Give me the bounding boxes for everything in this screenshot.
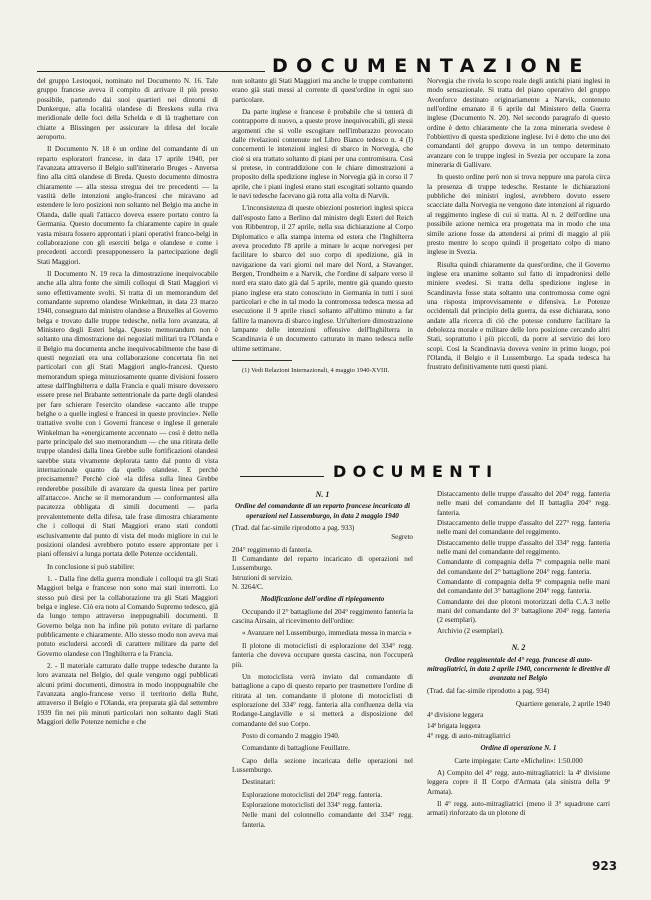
unit: 4° regg. di auto-mitragliatrici xyxy=(427,731,511,740)
recipient: Comandante di compagnia della 9ª compagnia nelle mani del comandante del 3° battaglione 204° regg. fanteria. xyxy=(437,578,610,596)
regiment: 204° reggimento di fanteria. xyxy=(232,545,313,554)
paragraph: non soltanto gli Stati Maggiori ma anche le truppe combattenti erano già stati messi al corrente di quest'ordine in ogni suo particolare. xyxy=(232,77,413,104)
paragraph: Risulta quindi chiaramente da quest'ordine, che il Governo inglese era unanime soltanto sul fatto di impadronirsi delle miniere svedesi. Si tratta della spedizione inglese in Scandinavia fosse stata soltanto una contromossa come ogni una risposta improvvisamente e difensiva. Le Potenze occidentali dal principio della guerra, da esse dichiarata, sono andate alla ricerca di ciò che potesse condurre facilitare la debolezza morale e militare delle loro posizione cercando altri Stati, soprattutto i più piccoli, da porre al servizio dei loro scopi. Così la Scandinavia doveva venire in primo luogo, poi l'Olanda, il Belgio e il Lussemburgo. La spada tedesca ha frustrato definitivamente tutti questi piani. xyxy=(427,260,610,372)
instructions: Istruzioni di servizio. xyxy=(232,573,293,582)
document-number: N. 1 xyxy=(315,490,330,499)
page-number: 923 xyxy=(592,859,618,873)
command-post: Posto di comando 2 maggio 1940. xyxy=(242,731,340,740)
order-number: N. 3264/C. xyxy=(232,583,264,592)
paragraph: In conclusione si può stabilire: xyxy=(47,562,135,571)
modification-heading: Modificazione dell'ordine di ripiegamento xyxy=(260,595,385,604)
paragraph: In questo ordine però non si trova neppure una parola circa la presenza di truppe tedesche. Restante le dichiarazioni pubbliche dei ministri inglesi, avrebbero dovuto essere scacciate dalla Norvegia ne vengono date intenzioni al riguardo al reggimento inglese di cui si tratta. Al n. 2 dell'ordine una possibile azione nemica era progettata ma in modo che una simile azione fosse da attendersi ai primi di maggio al più presto mentre lo scopo quindi il progettato colpo di mano inglese in Svezia. xyxy=(427,173,610,257)
recipient: Distaccamento delle truppe d'assalto del 204° regg. fanteria nelle mani del comandante del II battaglia 204° regg. fanteria. xyxy=(437,490,610,517)
paragraph: 2. - Il materiale catturato dalle truppe tedesche durante la loro avanzata nel Belgio, del quale vengono oggi pubblicati alcuni primi documenti, dimostra in modo inoppugnabile che l'avanzata anglo-francese verso il territorio della Ruhr, attraverso il Belgio e l'Olanda, era preparata già dal settembre 1939 fin nei più minuti particolari non soltanto dagli Stati Maggiori delle Potenze nemiche e che xyxy=(37,661,218,727)
section-chief: Capo della sezione incaricata delle operazioni nel Lussemburgo. xyxy=(232,756,413,774)
paragraph: « Avanzare nel Lussemburgo, immediata messa in marcia » xyxy=(242,629,412,638)
recipient: Nelle mani del colonnello comandante del 334° regg. fanteria. xyxy=(242,811,413,829)
column-middle xyxy=(232,77,413,378)
secret-label: Segreto xyxy=(391,533,413,542)
document-title: Ordine reggimentale del 4° regg. francese di auto-mitragliatrici, in data 2 aprile 1940, concernente le direttive di avanzata nel Belgio xyxy=(427,655,610,683)
document-1 xyxy=(232,488,413,831)
recipient: Distaccamento delle truppe d'assalto del 334° regg. fanteria nelle mani del comandante del reggimento. xyxy=(437,538,610,557)
paragraph: L'inconsistenza di queste obiezioni posteriori inglesi spicca dall'esposto fatto a Berlino dal ministro degli Esteri del Reich von Ribbentrop, il 27 aprile, nella sua dichiarazione al Corpo Diplomatico e alla stampa interna ed estera che l'Inghilterra aveva proceduto l'8 aprile a minare le acque norvegesi per facilitare lo sbarco del suo corpo di spedizione, già in navigazione da vari giorni nel mare del Nord, a Stavanger, Bergen, Trondheim e a Narvik, che l'ordine di salpare verso il nord era stato dato già dal 5 aprile, mentre già quando questo piano inglese era stato conosciuto in Germania in tutti i suoi particolari e che in tal modo la contromossa tedesca messa ad esecuzione il 9 aprile riuscì soltanto all'ultimo minuto a far fallire la manovra di sbarco inglese. Un'ulteriore dimostrazione lampante delle intenzioni offensive dell'Inghilterra in Scandinavia è un documento catturato in mano tedesca nelle ultime settimane. xyxy=(232,204,413,353)
recipient: Archivio (2 esemplari). xyxy=(437,626,504,635)
paragraph: A) Compito del 4° regg. auto-mitragliatrici: la 4ª divisione leggera copre il II Corpo d'Armata (ala sinistra della 9ª Armata). xyxy=(427,768,610,796)
recipients-label: Destinatari: xyxy=(242,778,276,787)
document-title: Ordine del comandante di un reparto francese incaricato di operazioni nel Lussemburgo, in data 2 maggio 1940 xyxy=(235,502,410,520)
maps-used: Carte impiegate: Carte «Michelin»: 1:50.000 xyxy=(454,756,583,765)
column-left xyxy=(37,77,218,730)
paragraph: Il plotone di motociclisti di esplorazione del 334° regg. fanteria che doveva occupare questa cascina, non l'occuperà più. xyxy=(232,641,413,669)
recipient: Distaccamento delle truppe d'assalto del 227° regg. fanteria nelle mani del comandante del reggimento. xyxy=(437,519,610,537)
translation-note: (Trad. dal fac-simile riprodotto a pag. 934) xyxy=(427,686,550,695)
recipient: Comandante dei due plotoni motorizzati della C.A.3 nelle mani del comandante del 3° battaglione 204° regg. fanteria (2 esemplari). xyxy=(437,597,610,625)
operation-order-heading: Ordine di operazione N. 1 xyxy=(480,744,557,753)
paragraph: Un motociclista verrà inviato dal comandante di battaglione a capo di questo reparto per trasmettere l'ordine di ritirata al ten. comandante il plotone di motociclisti di esplorazione del 334° regg. fanteria alla confluenza della via Rodange-Langlaville e si metterà a disposizione del comandante del suo Corpo. xyxy=(232,672,413,728)
paragraph: Da parte inglese e francese è probabile che si tenterà di contrapporre di nuovo, a queste prove inequivocabili, gli stessi argomenti che si volle escogitare nell'imbarazzo provocato dalle rivelazioni contenute nel Libro Bianco tedesco n. 4 (I) concernenti le intenzioni inglesi di sbarco in Norvegia, che cioè si era trattato soltanto di piani per una contromisura. Così si pretese, in contraddizione con le chiare dimostrazioni a proposito della spedizione inglese in Norvegia già in corso il 7 aprile, che i piani inglesi erano stati escogitati soltanto quando le navi tedesche facevano già rotta alla volta di Narvik. xyxy=(232,108,413,201)
battalion-commander: Comandante di battaglione Feuillatre. xyxy=(242,744,350,753)
section-title: DOCUMENTAZIONE xyxy=(272,55,591,77)
documents-title: DOCUMENTI xyxy=(333,462,499,481)
paragraph: Norvegia che rivela lo scopo reale degli antichi piani inglesi in modo sensazionale. Si tratta del piano operativo del gruppo Avonforce destinato originariamente a Narvik, contenuto nell'ordine emanato il 6 aprile dal Ministero della Guerra inglese (Documento N. 20). Nel secondo paragrafo di questo ordine è detto chiaramente che la zona mineraria svedese è l'obbiettivo di questa spedizione inglese. Ivi è detto che uno dei comandanti del gruppo doveva in un tempo determinato avanzare con le truppe inglesi in Svezia per occupare la zona mineraria di Gallivare. xyxy=(427,77,610,170)
paragraph: Il 4° regg. auto-mitragliatrici (meno il 3° squadrone carri armati) rinforzato da un plotone di xyxy=(427,799,610,818)
recipient: Esplorazione motociclisti del 334° regg. fanteria. xyxy=(242,800,383,809)
headquarters-date: Quartiere generale, 2 aprile 1940 xyxy=(515,699,610,708)
document-number: N. 2 xyxy=(511,643,526,653)
header-rule xyxy=(37,71,265,72)
paragraph: Il Documento N. 19 reca la dimostrazione inequivocabile anche alla altra fonte che simili colloqui di Stati Maggiori vi sono effettivamente svolti. Si tratta di un memorandum del comandante supremo olandese Winkelman, in data 23 marzo 1940, consegnato dal ministro olandese a Bruxelles al Governo belga e trovato dalle truppe tedesche, nella loro avanzata, al Ministero degli Esteri belga. Questo memorandum non è soltanto una dimostrazione dei negoziati militari tra l'Olanda e il Belgio ma documenta anche inequivocabilmente che base di questi negoziati era una collaborazione concertata fin nei particolari con gli Stati Maggiori anglo-francesi. Questo memorandum spiega minuziosamente quante divisioni fossero attese dall'Inghilterra e dalla Francia e quali misure dovessero essere prese nel Brabante settentrionale da parte degli olandesi per fare schierare l'esercito olandese «accanto alle truppe belghe o a quelle inglesi e francesi in queste provincie». Nelle trattative svolte con i Governi francese e inglese il generale Winkelman ha «energicamente accennato — così è detto nella parte principale del suo memorandum — che una ritirata delle truppe olandesi dalla linea Grebbe sulle fortificazioni olandesi sarebbe stata vivamente deplorata tanto dal punto di vista internazionale quanto da quello olandese. E perchè precisamente? Perchè cioè «la difesa sulla linea Grebbe renderebbe possibile di avanzare da questa linea per partire all'attacco». Anche se il memorandum — conformantesi alla pacatezza obbligata di simili documenti — parla prevalentemente della difesa, tale frase dimostra chiaramente che i colloqui di Stati Maggiori erano stati condotti esclusivamente dal punto di vista del modo migliore in cui le posizioni olandesi avrebbero potuto essere approntate per i piani offensivi a lunga portata delle Potenze occidentali. xyxy=(37,269,218,559)
footnote: (1) Vedi Relazioni Internazionali, 4 maggio 1940-XVIII. xyxy=(242,366,390,374)
documents-rule xyxy=(240,476,324,477)
unit: 14ª brigata leggera xyxy=(427,721,481,730)
recipient: Comandante di compagnia della 7ª compagnia nelle mani del comandante del 2° battaglione 204° regg. fanteria. xyxy=(437,558,610,576)
translation-note: (Trad. dal fac-simile riprodotto a pag. 933) xyxy=(232,524,355,533)
column-right xyxy=(427,77,610,376)
commander: Il Comandante del reparto incaricato di operazioni nel Lussemburgo. xyxy=(232,555,413,573)
unit: 4ª divisione leggera xyxy=(427,711,484,720)
paragraph: Il Documento N. 18 è un ordine del comandante di un reparto esploratori francese, in data 17 aprile 1940, per l'avanzata attraverso il Belgio sull'itinerario Bruges - Anversa fino alla città olandese di Breda. Questo documento dimostra chiaramente — alla stessa stregua dei tre precedenti — la vastità delle intenzioni anglo-francesi che miravano ad estendere le loro posizioni non soltanto nel Belgio ma anche in Olanda, dalle quali l'attacco doveva essere portato contro la Germania. Questo documento fa chiaramente capire in quale vasta misura fossero approntati i piani operativi franco-belgi in collaborazione con gli eserciti belga e olandese e come i precedenti accordi presupponessero la partecipazione degli Stati Maggiori. xyxy=(37,145,218,266)
recipient: Esplorazione motociclisti del 204° regg. fanteria. xyxy=(242,790,383,799)
paragraph: 1. - Dalla fine della guerra mondiale i colloqui tra gli Stati Maggiori belga e francese non sono mai stati interrotti. Lo stesso può dirsi per la collaborazione tra gli Stati Maggiori belga e inglese. Ciò era noto al Comando Supremo tedesco, già da lungo tempo attraverso ineppugnabili documenti. Il Governo belga non ha infine più potuto evitare di parlarne pubblicamente e chiaramente. Allo stesso modo non aveva mai potuto escludersi accordi di carattere militare da parte del Governo olandese con l'Inghilterra e la Francia. xyxy=(37,574,218,658)
document-1-continued xyxy=(427,490,610,822)
footnote-rule xyxy=(232,360,292,361)
paragraph: del gruppo Lestoquoi, nominato nel Documento N. 16. Tale gruppo francese aveva il compito di arrivare il più presto possibile, partendo dai suoi quartieri nei dintorni di Dunkerque, alla località olandese di Breskens sulla riva meridionale delle foci della Schelda e di là traghettare con chiatte a Blissingen per assicurare la difesa del locale aeroporto. xyxy=(37,77,218,142)
paragraph: Occupando il 2° battaglione del 204° reggimento fanteria la cascina Airsain, al ricevimento dell'ordine: xyxy=(232,607,413,626)
